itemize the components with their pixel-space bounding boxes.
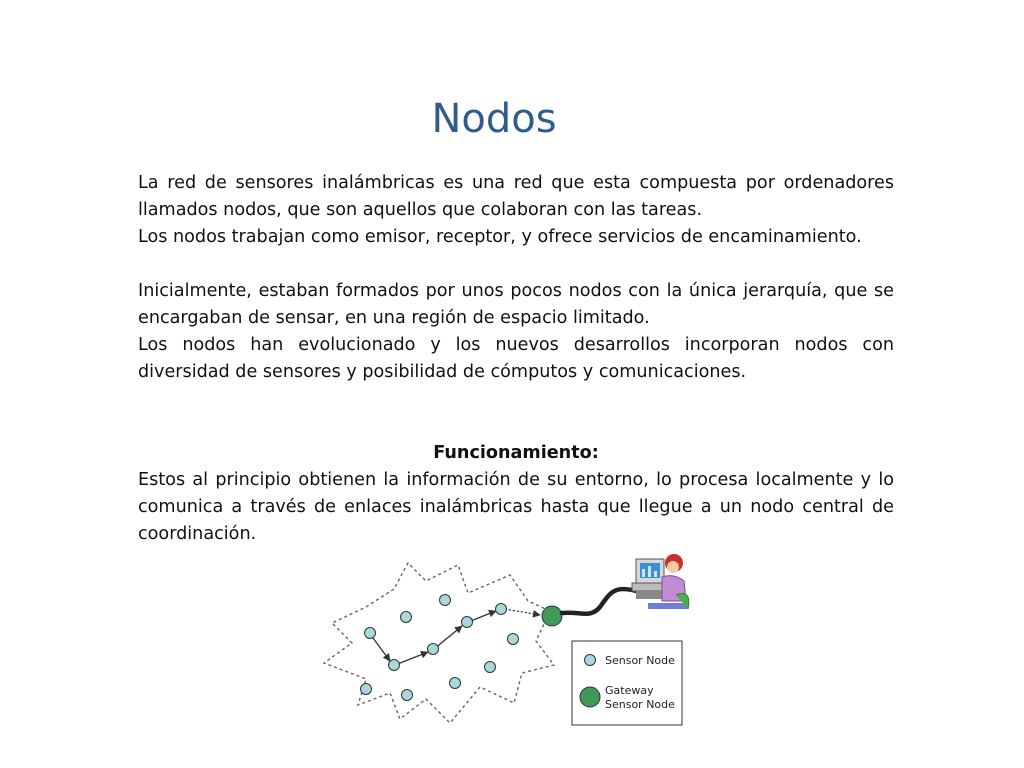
legend-gateway-icon [580,687,600,707]
legend-sensor-label: Sensor Node [605,654,675,667]
gateway-node [542,606,562,626]
sensor-network-diagram [318,553,698,733]
slide-title: Nodos [431,96,557,142]
sensor-node [401,612,412,623]
sensor-node [508,634,519,645]
sensor-node [428,644,439,655]
section-heading: Funcionamiento: [433,443,599,463]
sensor-nodes [361,595,519,701]
sensor-node [365,628,376,639]
sensor-node [462,617,473,628]
sensor-node [485,662,496,673]
sensor-node [496,604,507,615]
legend-gateway-label-1: Gateway [605,684,654,697]
sensor-node [440,595,451,606]
paragraph-4: Los nodos han evolucionado y los nuevos desarrollos incorporan nodos con diversidad de sensores y posibilidad de cómputos y comunicaciones. [138,335,894,382]
sensor-node [389,660,400,671]
sensor-node [450,678,461,689]
slide-body [138,170,894,548]
legend [572,641,682,725]
sensor-node [402,690,413,701]
paragraph-2: Los nodos trabajan como emisor, receptor, y ofrece servicios de encaminamiento. [138,227,862,247]
paragraph-5: Estos al principio obtienen la información de su entorno, lo procesa localmente y lo comunica a través de enlaces inalámbricas hasta que llegue a un nodo central de coordinación. [138,470,894,544]
legend-gateway-label-2: Sensor Node [605,698,675,711]
paragraph-1: La red de sensores inalámbricas es una red que esta compuesta por ordenadores llamados nodos, que son aquellos que colaboran con las tareas. [138,173,894,220]
sensing-region-boundary [324,563,554,723]
paragraph-3: Inicialmente, estaban formados por unos pocos nodos con la única jerarquía, que se encargaban de sensar, en una región de espacio limitado. [138,281,894,328]
gateway-cable [562,589,636,614]
legend-sensor-icon [585,655,596,666]
sensor-node [361,684,372,695]
